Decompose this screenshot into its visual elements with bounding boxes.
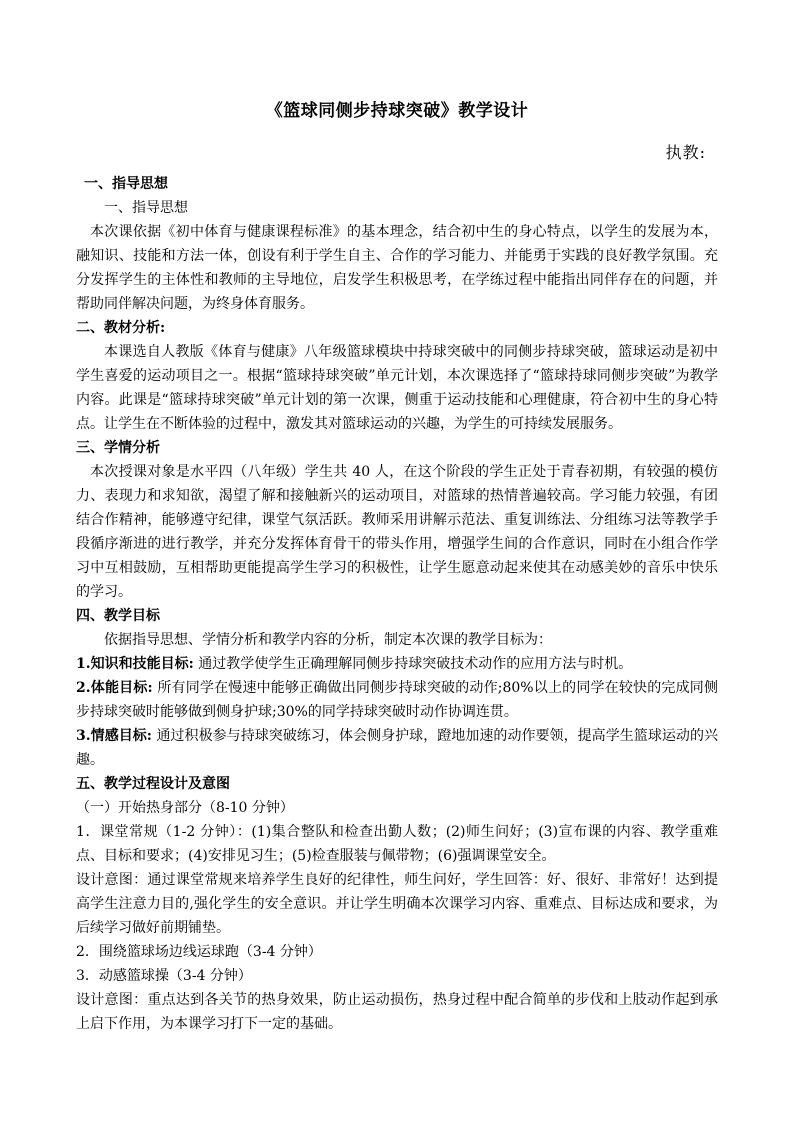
goal-emotion	[76, 724, 718, 772]
document-title: 《篮球同侧步持球突破》教学设计	[265, 101, 529, 121]
goal-label: 1.知识和技能目标:	[76, 656, 194, 672]
item-class-routine: 1．课堂常规（1-2 分钟）：(1)集合整队和检查出勤人数；(2)师生问好；(3)宣布课的内容、教学重难点、目标和要求；(4)安排见习生；(5)检查服装与佩带物；(6)强调课堂安全。	[76, 824, 718, 864]
section-heading-3: 三、学情分析	[76, 440, 160, 456]
paragraph-guiding-idea: 本次课依据《初中体育与健康课程标准》的基本理念，结合初中生的身心特点，以学生的发展为本，融知识、技能和方法一体，创设有利于学生自主、合作的学习能力、并能勇于实践的良好教学氛围。充分发挥学生的主体性和教师的主导地位，启发学生积极思考，在学练过程中能指出同伴存在的问题，并帮助同伴解决问题，为终身体育服务。	[76, 224, 718, 312]
section-heading-5: 五、教学过程设计及意图	[76, 776, 230, 792]
design-intent-1: 设计意图：通过课堂常规来培养学生良好的纪律性，师生问好，学生回答：好、很好、非常好！达到提高学生注意力目的,强化学生的安全意识。并让学生明确本次课学习内容、重难点、目标达成和要求，为后续学习做好前期铺垫。	[76, 872, 718, 936]
goal-text: 通过积极参与持球突破练习，体会侧身护球，蹬地加速的动作要领，提高学生篮球运动的兴趣。	[76, 728, 718, 768]
section-heading-4: 四、教学目标	[76, 608, 160, 624]
paragraph-material-analysis: 本课选自人教版《体育与健康》八年级篮球模块中持球突破中的同侧步持球突破，篮球运动是初中学生喜爱的运动项目之一。根据“篮球持球突破”单元计划，本次课选择了“篮球持球同侧步突破”为教学内容。此课是“篮球持球突破”单元计划的第一次课，侧重于运动技能和心理健康，符合初中生的身心特点。让学生在不断体验的过程中，激发其对篮球运动的兴趣，为学生的可持续发展服务。	[76, 344, 718, 432]
goal-knowledge-skill	[76, 652, 718, 676]
paragraph-goals-intro: 依据指导思想、学情分析和教学内容的分析，制定本次课的教学目标为：	[104, 632, 552, 648]
paragraph-student-analysis: 本次授课对象是水平四（八年级）学生共 40 人，在这个阶段的学生正处于青春初期，有较强的模仿力、表现力和求知欲，渴望了解和接触新兴的运动项目，对篮球的热情普遍较高。学习能力较强，有团结合作精神，能够遵守纪律，课堂气氛活跃。教师采用讲解示范法、重复训练法、分组练习法等教学手段循序渐进的进行教学，并充分发挥体育骨干的带头作用，增强学生间的合作意识，同时在小组合作学习中互相鼓励，互相帮助更能提高学生学习的积极性，让学生愿意动起来使其在动感美妙的音乐中快乐的学习。	[76, 464, 718, 600]
goal-text: 所有同学在慢速中能够正确做出同侧步持球突破的动作;80%以上的同学在较快的完成同侧步持球突破时能够做到侧身护球;30%的同学持球突破时动作协调连贯。	[76, 680, 718, 720]
design-intent-2: 设计意图：重点达到各关节的热身效果，防止运动损伤，热身过程中配合简单的步伐和上肢动作起到承上启下作用，为本课学习打下一定的基础。	[76, 992, 718, 1032]
goal-label: 3.情感目标:	[76, 728, 152, 744]
item-dribble-run: 2．围绕篮球场边线运球跑（3-4 分钟）	[76, 944, 322, 960]
item-basketball-exercise: 3．动感篮球操（3-4 分钟）	[76, 968, 252, 984]
goal-text: 通过教学使学生正确理解同侧步持球突破技术动作的应用方法与时机。	[193, 656, 633, 672]
document-body	[76, 172, 718, 1036]
section-heading-1: 一、指导思想	[84, 176, 168, 192]
section-subheading-1: 一、指导思想	[104, 200, 188, 216]
section-heading-2: 二、教材分析:	[76, 320, 166, 336]
goal-physical	[76, 676, 718, 724]
goal-label: 2.体能目标:	[76, 680, 153, 696]
part-warmup: （一）开始热身部分（8-10 分钟）	[76, 800, 294, 816]
author-label: 执教:	[665, 143, 706, 162]
